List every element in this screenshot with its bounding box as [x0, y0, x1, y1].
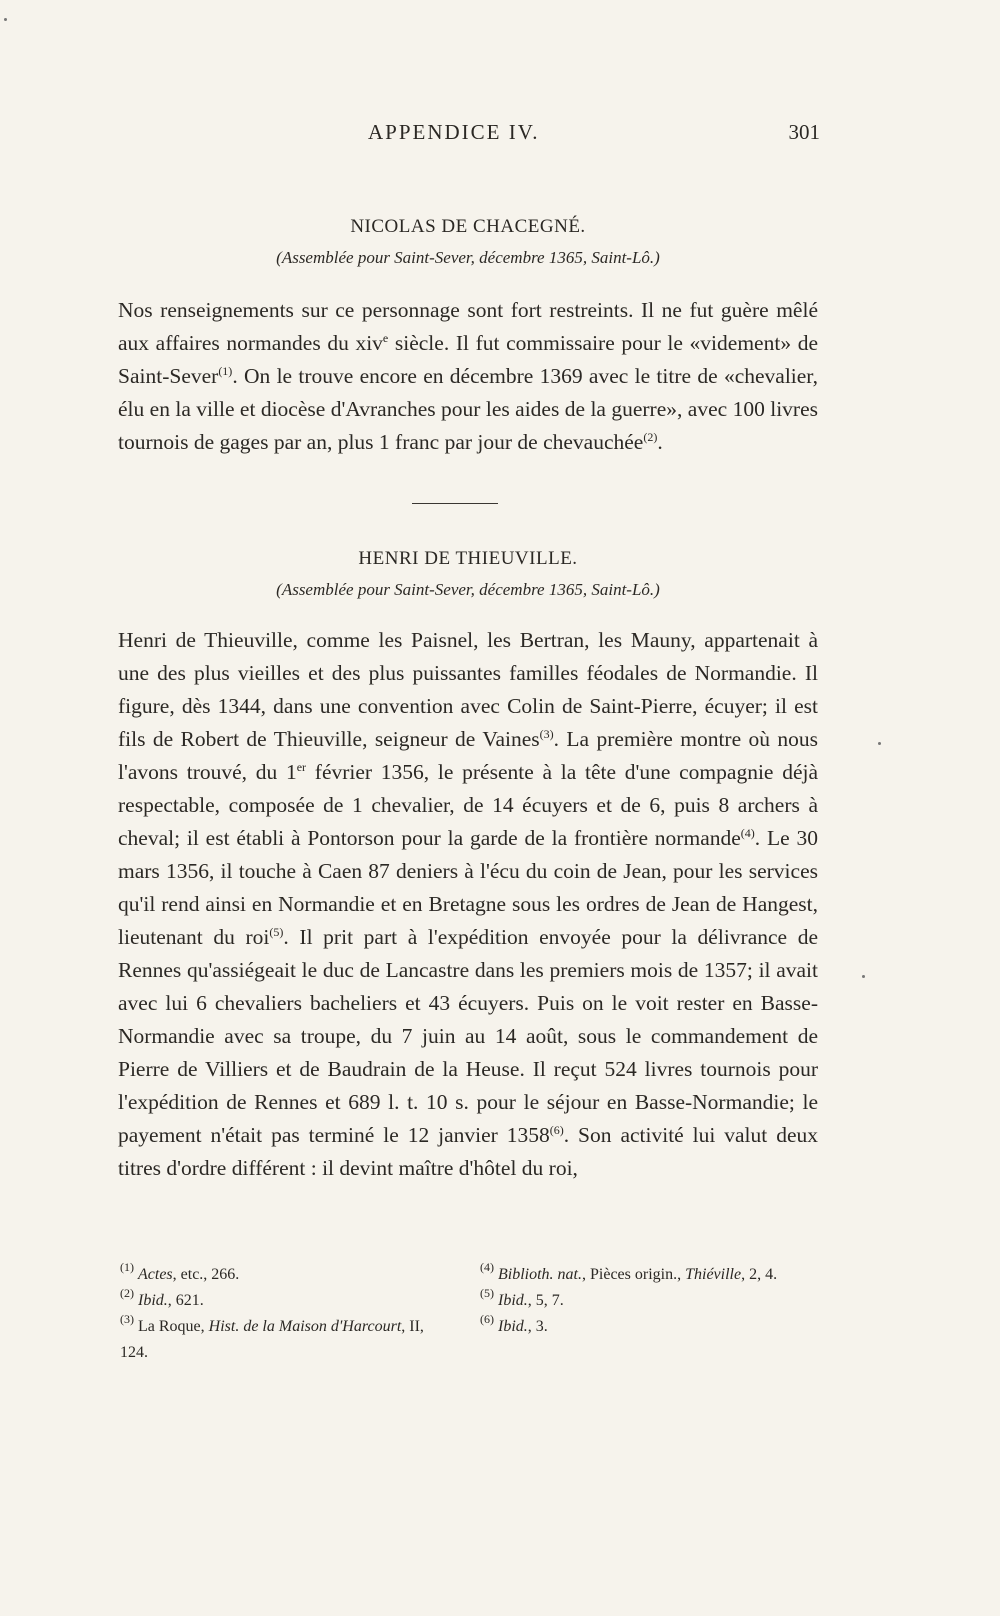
footnote — [480, 1288, 820, 1314]
footnotes-right — [480, 1262, 820, 1340]
page-number: 301 — [788, 120, 820, 144]
footnote-ref: (1) — [218, 364, 233, 378]
section-body-chacegne — [118, 294, 818, 459]
section-subtitle-thieuville: (Assemblée pour Saint-Sever, décembre 1365, Saint-Lô.) — [276, 580, 660, 599]
paragraph — [118, 624, 818, 1185]
footnote-mark: (1) — [120, 1260, 134, 1274]
footnote-mark: (6) — [480, 1312, 494, 1326]
footnotes-left — [120, 1262, 440, 1366]
text-run: Henri de Thieuville, comme les Paisnel, les Bertran, les Mauny, appartenait à une des plus vieilles et des plus puissantes familles féodales de Normandie. Il figure, dès 1344, dans une convention avec Colin de Saint-Pierre, écuyer; il est fils de Robert de Thieuville, seigneur de Vaines — [118, 628, 818, 751]
footnote-ref: (4) — [740, 826, 755, 840]
section-body-thieuville — [118, 624, 818, 1185]
footnote-ref: (6) — [549, 1123, 564, 1137]
text-run: . — [657, 430, 663, 454]
footnote — [480, 1314, 820, 1340]
footnote-mark: (2) — [120, 1286, 134, 1300]
footnote-text: La Roque, — [138, 1318, 209, 1335]
footnote-italic: Thiéville — [685, 1266, 742, 1283]
footnote-text: , 3. — [527, 1318, 548, 1335]
running-head-title: APPENDICE IV. — [368, 120, 540, 144]
footnote-italic: Ibid. — [498, 1318, 528, 1335]
footnote-italic: Ibid. — [498, 1292, 528, 1309]
footnote-italic: Biblioth. nat. — [498, 1266, 582, 1283]
footnote-ref: (2) — [643, 430, 658, 444]
superscript: e — [382, 331, 389, 345]
footnote-ref: (5) — [269, 925, 284, 939]
text-run: . Son activité lui valut deux titres d'ordre différent : il devint maître d'hôtel du roi, — [118, 1123, 818, 1180]
paper-speck — [862, 975, 865, 978]
text-run: . La première montre où nous l'avons trouvé, du 1 — [118, 727, 818, 784]
footnote-text: , 2, 4. — [741, 1266, 778, 1283]
footnote — [120, 1262, 440, 1288]
section-divider — [412, 503, 498, 504]
footnote-text: , II, 124. — [120, 1318, 424, 1361]
footnote-italic: Ibid. — [138, 1292, 168, 1309]
footnote-text: , 5, 7. — [527, 1292, 564, 1309]
section-title-chacegne: NICOLAS DE CHACEGNÉ. — [350, 216, 586, 237]
paragraph — [118, 294, 818, 459]
footnote — [120, 1288, 440, 1314]
running-head — [118, 120, 818, 150]
footnote-mark: (4) — [480, 1260, 494, 1274]
text-run: siècle. Il fut commissaire pour le «videment» de Saint-Sever — [118, 331, 818, 388]
footnote-italic: Actes — [138, 1266, 173, 1283]
superscript: er — [296, 760, 307, 774]
footnote-text: , Pièces origin., — [582, 1266, 686, 1283]
footnote — [120, 1314, 440, 1366]
paper-speck — [878, 742, 881, 745]
text-run: . Il prit part à l'expédition envoyée pour la délivrance de Rennes qu'assiégeait le duc de Lancastre dans les premiers mois de 1357; il avait avec lui 6 chevaliers bacheliers et 43 écuyers. Puis on le voit rester en Basse-Normandie avec sa troupe, du 7 juin au 14 août, sous le commandement de Pierre de Villiers et de Baudrain de la Heuse. Il reçut 524 livres tournois pour l'expédition de Rennes et 689 l. t. 10 s. pour le séjour en Basse-Normandie; le payement n'était pas terminé le 12 janvier 1358 — [118, 925, 819, 1147]
footnote-text: , 621. — [167, 1292, 204, 1309]
section-title-thieuville: HENRI DE THIEUVILLE. — [358, 548, 578, 569]
footnote-ref: (3) — [539, 727, 554, 741]
footnote-text: , etc., 266. — [172, 1266, 240, 1283]
footnote — [480, 1262, 820, 1288]
text-run: . On le trouve encore en décembre 1369 avec le titre de «chevalier, élu en la ville et diocèse d'Avranches pour les aides de la guerre», avec 100 livres tournois de gages par an, plus 1 franc par jour de chevauchée — [118, 364, 818, 454]
section-subtitle-chacegne: (Assemblée pour Saint-Sever, décembre 1365, Saint-Lô.) — [276, 248, 660, 267]
text-run: février 1356, le présente à la tête d'une compagnie déjà respectable, composée de 1 chevalier, de 14 écuyers et de 6, puis 8 archers à cheval; il est établi à Pontorson pour la garde de la frontière normande — [118, 760, 818, 850]
paper-speck — [4, 18, 7, 21]
footnote-italic: Hist. de la Maison d'Harcourt — [208, 1318, 402, 1335]
text-run: . Le 30 mars 1356, il touche à Caen 87 deniers à l'écu du coin de Jean, pour les services qu'il rend ainsi en Normandie et en Bretagne sous les ordres de Jean de Hangest, lieutenant du roi — [118, 826, 818, 949]
text-run: Nos renseignements sur ce personnage sont fort restreints. Il ne fut guère mêlé aux affaires normandes du xiv — [118, 298, 818, 355]
footnote-mark: (3) — [120, 1312, 134, 1326]
footnote-mark: (5) — [480, 1286, 494, 1300]
